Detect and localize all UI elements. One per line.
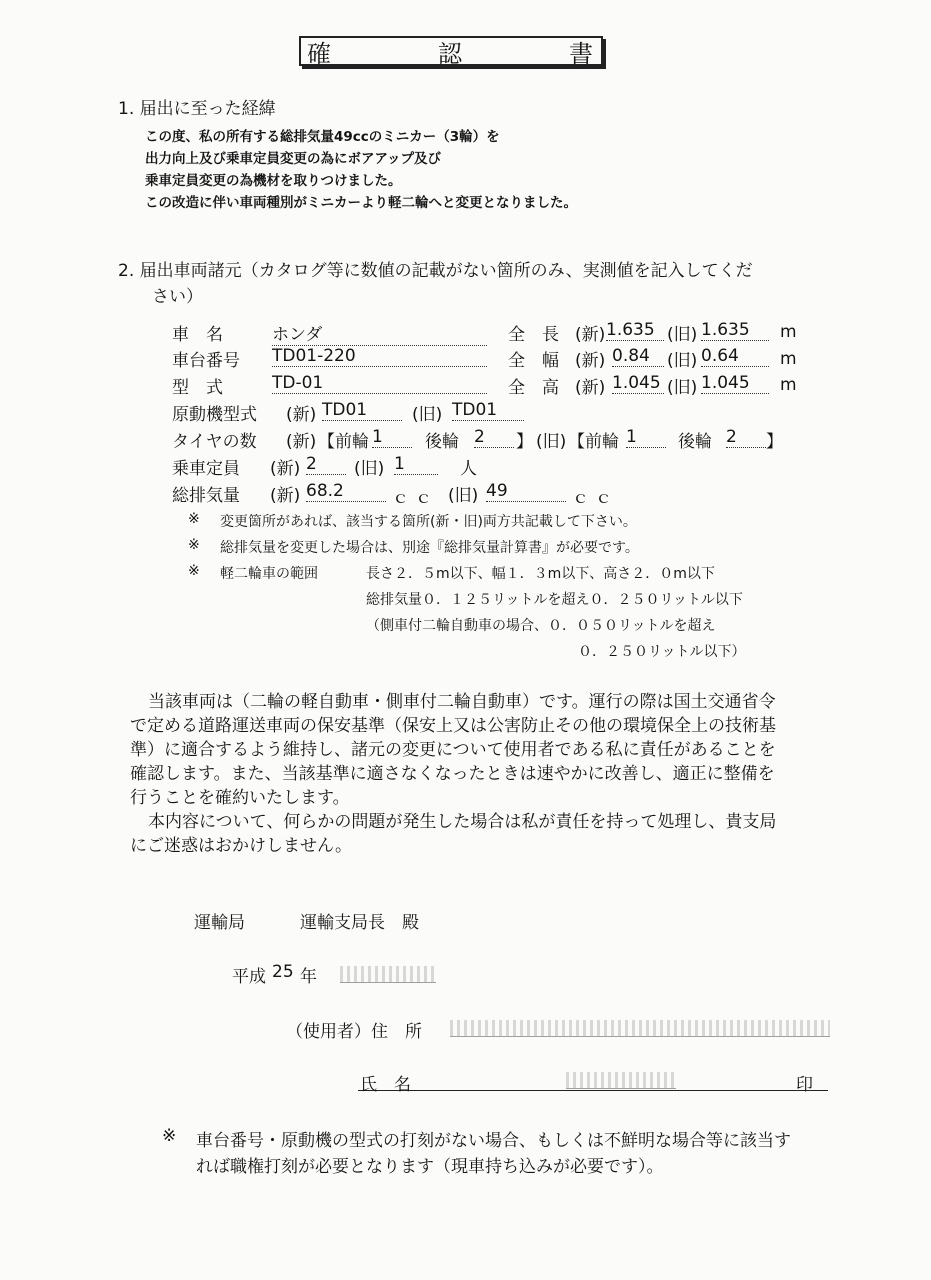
note-3-line-2: 総排気量０．１２５リットルを超え０．２５０リットル以下 xyxy=(366,592,743,608)
section1-line-1: この度、私の所有する総排気量49ccのミニカー（3輪）を xyxy=(145,129,500,145)
date-year: 25 xyxy=(272,962,294,982)
spec-displacement-old-unit: ｃｃ xyxy=(572,488,618,508)
user-name-redacted xyxy=(566,1072,676,1089)
seal-mark: 印 xyxy=(796,1075,813,1095)
spec-capacity-new: 2 xyxy=(306,454,346,475)
spec-width-label: 全 幅 xyxy=(508,351,559,371)
section1-body xyxy=(145,126,577,214)
spec-tire-new-rear: 2 xyxy=(474,427,514,448)
spec-tire-old-close: 】 xyxy=(766,432,783,452)
footer-note-line-2: れば職権打刻が必要となります（現車持ち込みが必要です）。 xyxy=(196,1157,664,1177)
spec-width-new-label: (新) xyxy=(575,351,606,371)
body-line-4: 確認します。また、当該基準に適さなくなったときは速やかに改善し、適正に整備を xyxy=(130,764,775,784)
spec-tire-label: タイヤの数 xyxy=(172,432,257,452)
addressee-chief: 運輸支局長 殿 xyxy=(300,913,419,933)
spec-length-new-label: (新) xyxy=(575,325,606,345)
spec-tire-old-rear: 2 xyxy=(726,427,766,448)
spec-tire-new-front-label: 【前輪 xyxy=(318,432,369,452)
spec-chassis-value: TD01-220 xyxy=(272,346,487,367)
spec-chassis-label: 車台番号 xyxy=(172,351,240,371)
section1-heading: 1. 届出に至った経緯 xyxy=(118,99,276,119)
note-3-label: 軽二輪車の範囲 xyxy=(220,566,318,582)
spec-length-old-label: (旧) xyxy=(667,325,698,345)
spec-displacement-label: 総排気量 xyxy=(172,486,240,506)
spec-height-new: 1.045 xyxy=(612,373,664,394)
note-3-mark: ※ xyxy=(188,563,200,579)
spec-tire-old-front: 1 xyxy=(626,427,666,448)
spec-capacity-old-label: (旧) xyxy=(354,459,385,479)
spec-tire-new-rear-label: 後輪 xyxy=(425,432,459,452)
title-char-3: 書 xyxy=(569,39,595,68)
section2-heading-line2: さい） xyxy=(152,287,203,307)
spec-length-unit: m xyxy=(780,322,797,342)
section2-heading-line1: 2. 届出車両諸元（カタログ等に数値の記載がない箇所のみ、実測値を記入してくだ xyxy=(118,261,753,281)
date-year-unit: 年 xyxy=(300,967,317,987)
spec-engine-new: TD01 xyxy=(322,400,402,421)
section1-line-3: 乗車定員変更の為機材を取りつけました。 xyxy=(145,173,402,189)
spec-name-label: 車 名 xyxy=(172,325,223,345)
spec-width-unit: m xyxy=(780,349,797,369)
note-3-line-4: ０．２５０リットル以下） xyxy=(578,644,746,660)
spec-tire-old-label: (旧) xyxy=(536,432,567,452)
user-name-label: 氏 名 xyxy=(360,1075,411,1095)
spec-height-unit: m xyxy=(780,375,797,395)
spec-height-new-label: (新) xyxy=(575,378,606,398)
spec-type-value: TD-01 xyxy=(272,373,487,394)
spec-engine-old: TD01 xyxy=(452,400,524,421)
spec-length-label: 全 長 xyxy=(508,325,559,345)
spec-width-new: 0.84 xyxy=(612,346,664,367)
spec-tire-old-front-label: 【前輪 xyxy=(568,432,619,452)
body-line-3: 準）に適合するよう維持し、諸元の変更について使用者である私に責任があることを xyxy=(130,740,776,760)
spec-tire-new-label: (新) xyxy=(286,432,317,452)
spec-length-old: 1.635 xyxy=(701,320,769,341)
footer-note-line-1: 車台番号・原動機の型式の打刻がない場合、もしくは不鮮明な場合等に該当す xyxy=(196,1131,791,1151)
document-title xyxy=(299,36,603,66)
spec-displacement-new-label: (新) xyxy=(270,486,301,506)
date-era: 平成 xyxy=(232,967,266,987)
spec-height-old-label: (旧) xyxy=(667,378,698,398)
title-char-1: 確 xyxy=(307,39,333,68)
spec-capacity-old: 1 xyxy=(394,454,438,475)
body-line-5: 行うことを確約いたします。 xyxy=(130,788,350,808)
spec-width-old-label: (旧) xyxy=(667,351,698,371)
body-line-1: 当該車両は（二輪の軽自動車・側車付二輪自動車）です。運行の際は国土交通省令 xyxy=(148,692,776,712)
spec-engine-old-label: (旧) xyxy=(412,405,443,425)
user-address-redacted xyxy=(450,1020,830,1037)
spec-displacement-old-label: (旧) xyxy=(448,486,479,506)
spec-width-old: 0.64 xyxy=(701,346,769,367)
spec-displacement-new: 68.2 xyxy=(306,481,386,502)
spec-height-label: 全 高 xyxy=(508,378,559,398)
spec-tire-new-close: 】 xyxy=(516,432,533,452)
note-2-mark: ※ xyxy=(188,537,200,553)
spec-height-old: 1.045 xyxy=(701,373,769,394)
spec-type-label: 型 式 xyxy=(172,378,223,398)
spec-displacement-new-unit: ｃｃ xyxy=(392,488,438,508)
note-3-line-3: （側車付二輪自動車の場合、０．０５０リットルを超え xyxy=(366,618,716,634)
spec-engine-label: 原動機型式 xyxy=(172,405,257,425)
spec-name-value: ホンダ xyxy=(272,320,487,346)
spec-capacity-unit: 人 xyxy=(460,459,477,479)
note-1-text: 変更箇所があれば、該当する箇所(新・旧)両方共記載して下さい。 xyxy=(220,514,637,530)
body-line-7: にご迷惑はおかけしません。 xyxy=(130,836,353,856)
note-3-line-1: 長さ２．５m以下、幅１．３m以下、高さ２．０m以下 xyxy=(366,566,715,582)
addressee-bureau: 運輸局 xyxy=(194,913,245,933)
spec-tire-old-rear-label: 後輪 xyxy=(678,432,712,452)
body-line-6: 本内容について、何らかの問題が発生した場合は私が責任を持って処理し、貴支局 xyxy=(148,812,777,832)
user-address-label: （使用者）住 所 xyxy=(286,1022,422,1042)
note-2-text: 総排気量を変更した場合は、別途『総排気量計算書』が必要です。 xyxy=(220,540,639,556)
spec-capacity-new-label: (新) xyxy=(270,459,301,479)
spec-capacity-label: 乗車定員 xyxy=(172,459,240,479)
note-1-mark: ※ xyxy=(188,511,200,527)
section1-line-4: この改造に伴い車両種別がミニカーより軽二輪へと変更となりました。 xyxy=(145,195,577,211)
date-redacted xyxy=(340,966,436,983)
spec-length-new: 1.635 xyxy=(606,320,664,341)
footer-note-mark: ※ xyxy=(162,1126,177,1146)
signature-line xyxy=(358,1090,828,1091)
section1-line-2: 出力向上及び乗車定員変更の為にボアアップ及び xyxy=(145,151,442,167)
spec-engine-new-label: (新) xyxy=(286,405,317,425)
spec-displacement-old: 49 xyxy=(486,481,566,502)
body-line-2: で定める道路運送車両の保安基準（保安上又は公害防止その他の環境保全上の技術基 xyxy=(130,716,776,736)
title-char-2: 認 xyxy=(438,39,464,68)
spec-tire-new-front: 1 xyxy=(372,427,412,448)
